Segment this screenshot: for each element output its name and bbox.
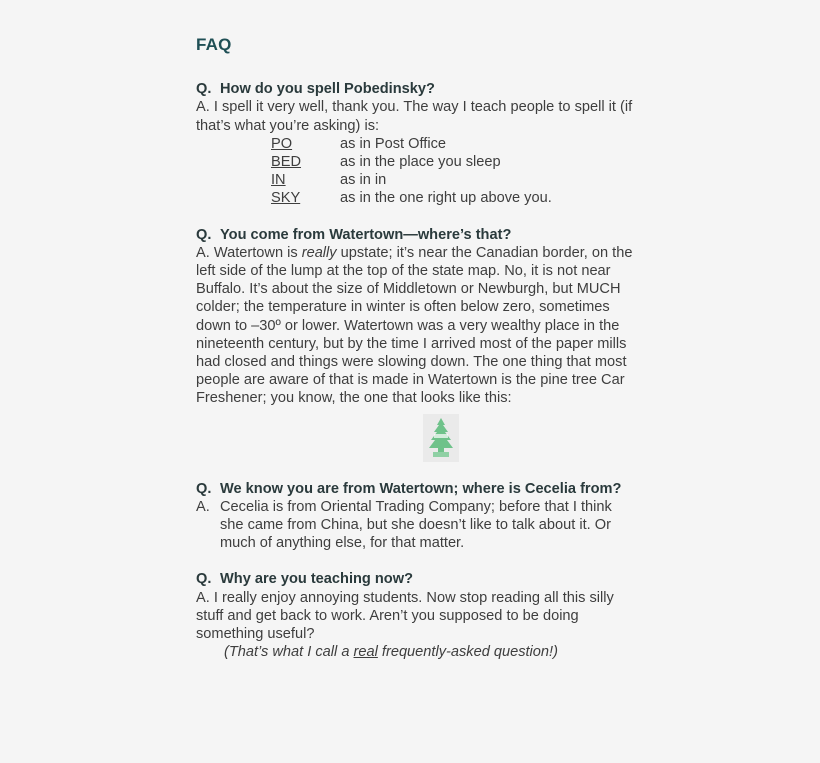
pine-tree-air-freshener-image	[423, 414, 459, 462]
answer-2	[196, 244, 636, 408]
tree-image-wrap	[246, 414, 636, 462]
spelling-row	[196, 153, 636, 171]
question-text: You come from Watertown—where’s that?	[220, 226, 512, 243]
spacer	[196, 462, 636, 480]
answer-text-pre: Watertown is	[213, 244, 302, 261]
question-1	[196, 80, 636, 98]
answer-1	[196, 98, 636, 134]
faq-document	[196, 36, 636, 661]
question-4	[196, 570, 636, 588]
question-text: How do you spell Pobedinsky?	[220, 81, 435, 98]
syllable: PO	[271, 135, 293, 152]
closing-post: frequently-asked question!)	[377, 644, 558, 661]
question-2	[196, 226, 636, 244]
q-tag: Q.	[196, 571, 212, 588]
answer-text: I really enjoy annoying students. Now stop reading all this silly stuff and get back to work. Aren’t you supposed to be doing something useful?	[196, 589, 614, 643]
spelling-row	[196, 135, 636, 153]
spelling-row	[196, 171, 636, 189]
question-text: Why are you teaching now?	[220, 571, 413, 588]
syllable-meaning: as in in	[340, 172, 387, 189]
q-tag: Q.	[196, 480, 212, 497]
syllable-meaning: as in the one right up above you.	[340, 190, 552, 207]
q-tag: Q.	[196, 81, 212, 98]
closing-underlined: real	[353, 644, 378, 661]
answer-4	[196, 589, 636, 644]
syllable-meaning: as in Post Office	[340, 135, 446, 152]
page-title: FAQ	[196, 35, 232, 54]
spelling-row	[196, 189, 636, 207]
syllable: BED	[271, 154, 302, 171]
spelling-table	[196, 135, 636, 208]
spacer	[196, 208, 636, 226]
a-tag: A.	[196, 589, 210, 606]
answer-3	[196, 498, 636, 553]
answer-text-post: upstate; it’s near the Canadian border, on the left side of the lump at the top of the state map. No, it is not near Buffalo. It’s about the size of Middletown or Newburgh, but MUCH colder; the temperature in winter is often below zero, sometimes down to –30º or lower. Watertown was a very wealthy place in the nineteenth century, but by the time I arrived most of the paper mills had closed and things were slowing down. The one thing that most people are aware of that is made in Watertown is the pine tree Car Freshener; you know, the one that looks like this:	[196, 244, 633, 407]
syllable-meaning: as in the place you sleep	[340, 154, 501, 171]
a-tag: A.	[196, 244, 210, 261]
syllable: IN	[271, 172, 286, 189]
answer-text: Cecelia is from Oriental Trading Company; before that I think she came from China, but she doesn’t like to talk about it. Or much of anything else, for that matter.	[220, 498, 612, 552]
a-tag: A.	[196, 498, 210, 515]
question-3	[196, 480, 636, 498]
closing-pre: (That’s what I call a	[224, 644, 354, 661]
spacer	[196, 552, 636, 570]
q-tag: Q.	[196, 226, 212, 243]
closing-remark	[196, 643, 636, 661]
answer-text: I spell it very well, thank you. The way I teach people to spell it (if that’s what you’re asking) is:	[196, 99, 633, 134]
question-text: We know you are from Watertown; where is Cecelia from?	[220, 480, 622, 497]
pine-tree-icon	[428, 417, 454, 459]
answer-text-italic: really	[301, 244, 337, 261]
a-tag: A.	[196, 99, 210, 116]
syllable: SKY	[271, 190, 301, 207]
